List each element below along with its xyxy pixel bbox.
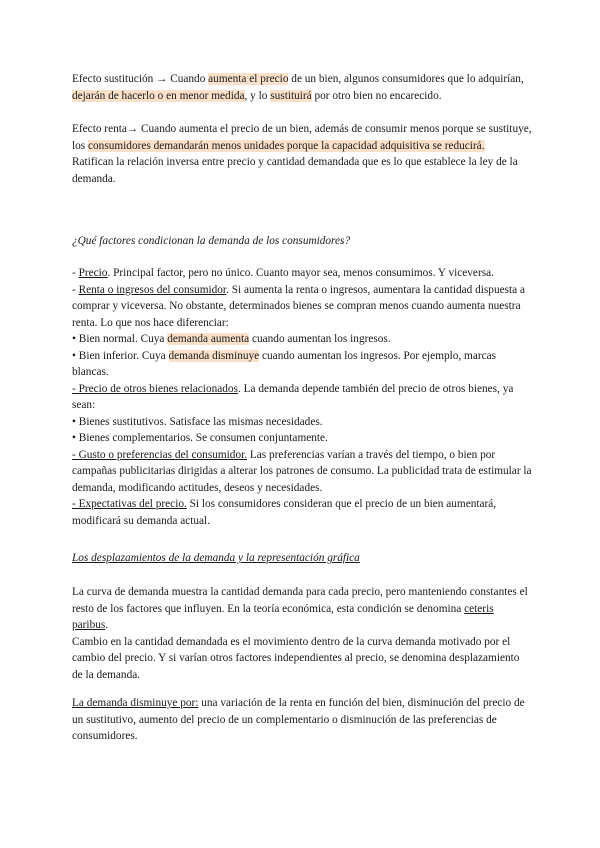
factor-text: . La demanda depende también del precio de otros bienes, ya sean:	[72, 382, 514, 411]
factor-text: . Si aumenta la renta o ingresos, aumentara la cantidad dispuesta a comprar y viceversa. No obstante, determinados bienes se compran menos cuando aumenta nuestra renta. Lo que nos hace diferenciar:	[72, 283, 526, 329]
factor-text: Si los consumidores consideran que el precio de un bien aumentará, modificará su demanda actual.	[72, 498, 497, 527]
ceteris-paribus: ceteris paribus	[72, 602, 494, 631]
bien-inferior	[72, 348, 532, 381]
factor-gusto	[72, 447, 532, 497]
bienes-complementarios: • Bienes complementarios. Se consumen conjuntamente.	[72, 432, 328, 444]
factor-label: - Precio de otros bienes relacionados	[72, 382, 238, 395]
factor-label: Precio	[78, 267, 108, 279]
cambio-text: Cambio en la cantidad demandada es el movimiento dentro de la curva demanda motivado por el cambio del precio. Y si varían otros factores independientes al precio, se denomina desplazamiento de la demanda.	[72, 635, 520, 681]
efecto-renta-paragraph	[72, 121, 532, 187]
disminuye-label: La demanda disminuye por:	[72, 697, 199, 709]
factor-label: Renta o ingresos del consumidor	[78, 283, 227, 296]
bienes-sustitutivos: • Bienes sustitutivos. Satisface las mismas necesidades.	[72, 415, 323, 428]
desplazamientos-heading-block	[72, 550, 532, 567]
highlight: aumenta el precio	[208, 73, 289, 85]
factors-list	[72, 265, 532, 529]
highlight: demanda aumenta	[167, 333, 250, 345]
highlight: consumidores demandarán menos unidades porque la capacidad adquisitiva se reducirá.	[88, 139, 485, 152]
factor-renta	[72, 282, 532, 332]
text: Efecto sustitución → Cuando	[72, 73, 209, 85]
section-heading: Los desplazamientos de la demanda y la representación gráfica	[72, 552, 360, 564]
efecto-sustitucion-paragraph	[72, 71, 532, 104]
text: , y lo	[244, 89, 271, 102]
factor-precio	[72, 265, 532, 282]
factor-text: . Principal factor, pero no único. Cuanto mayor sea, menos consumimos. Y viceversa.	[107, 267, 494, 279]
ratifican-text: Ratifican la relación inversa entre precio y cantidad demandada que es lo que establece la ley de la demanda.	[72, 156, 518, 185]
text: • Bien inferior. Cuya	[72, 349, 169, 362]
highlight: demanda disminuye	[168, 349, 260, 362]
disminuye-text: una variación de la renta en función del bien, disminución del precio de un sustitutivo, aumento del precio de un complementario o disminución de las preferencias de consumidores.	[72, 697, 525, 742]
highlight: dejarán de hacerlo o en menor medida	[72, 89, 245, 102]
text: Efecto renta→ Cuando aumenta el precio de un bien, además de consumir menos porque se sustituye, los	[72, 123, 532, 152]
bien-normal	[72, 331, 532, 348]
curva-paragraph	[72, 584, 532, 683]
text: cuando aumentan los ingresos. Por ejemplo, marcas blancas.	[72, 349, 497, 378]
factor-label: - Expectativas del precio.	[72, 498, 187, 510]
factor-otros-bienes	[72, 381, 532, 414]
factor-text: Las preferencias varían a través del tiempo, o bien por campañas publicitarias dirigidas a alterar los patrones de consumo. La publicidad trata de estimular la demanda, modificando actitudes, deseos y necesidades.	[72, 448, 532, 494]
text: cuando aumentan los ingresos.	[249, 333, 391, 345]
text: por otro bien no encarecido.	[311, 89, 442, 102]
section-heading: ¿Qué factores condicionan la demanda de los consumidores?	[72, 235, 351, 247]
factors-heading-block	[72, 233, 532, 250]
dash: -	[72, 283, 79, 296]
text: .	[105, 619, 109, 631]
dash: -	[72, 267, 79, 279]
text: • Bien normal. Cuya	[72, 333, 168, 345]
highlight: sustituirá	[270, 89, 312, 102]
text: de un bien, algunos consumidores que lo adquirían,	[288, 73, 524, 85]
text: La curva de demanda muestra la cantidad demanda para cada precio, pero manteniendo constantes el resto de los factores que influyen. En la teoría económica, esta condición se denomina	[72, 586, 528, 615]
factor-label: - Gusto o preferencias del consumidor.	[72, 448, 248, 461]
factor-expectativas	[72, 496, 532, 529]
disminuye-paragraph	[72, 695, 532, 745]
